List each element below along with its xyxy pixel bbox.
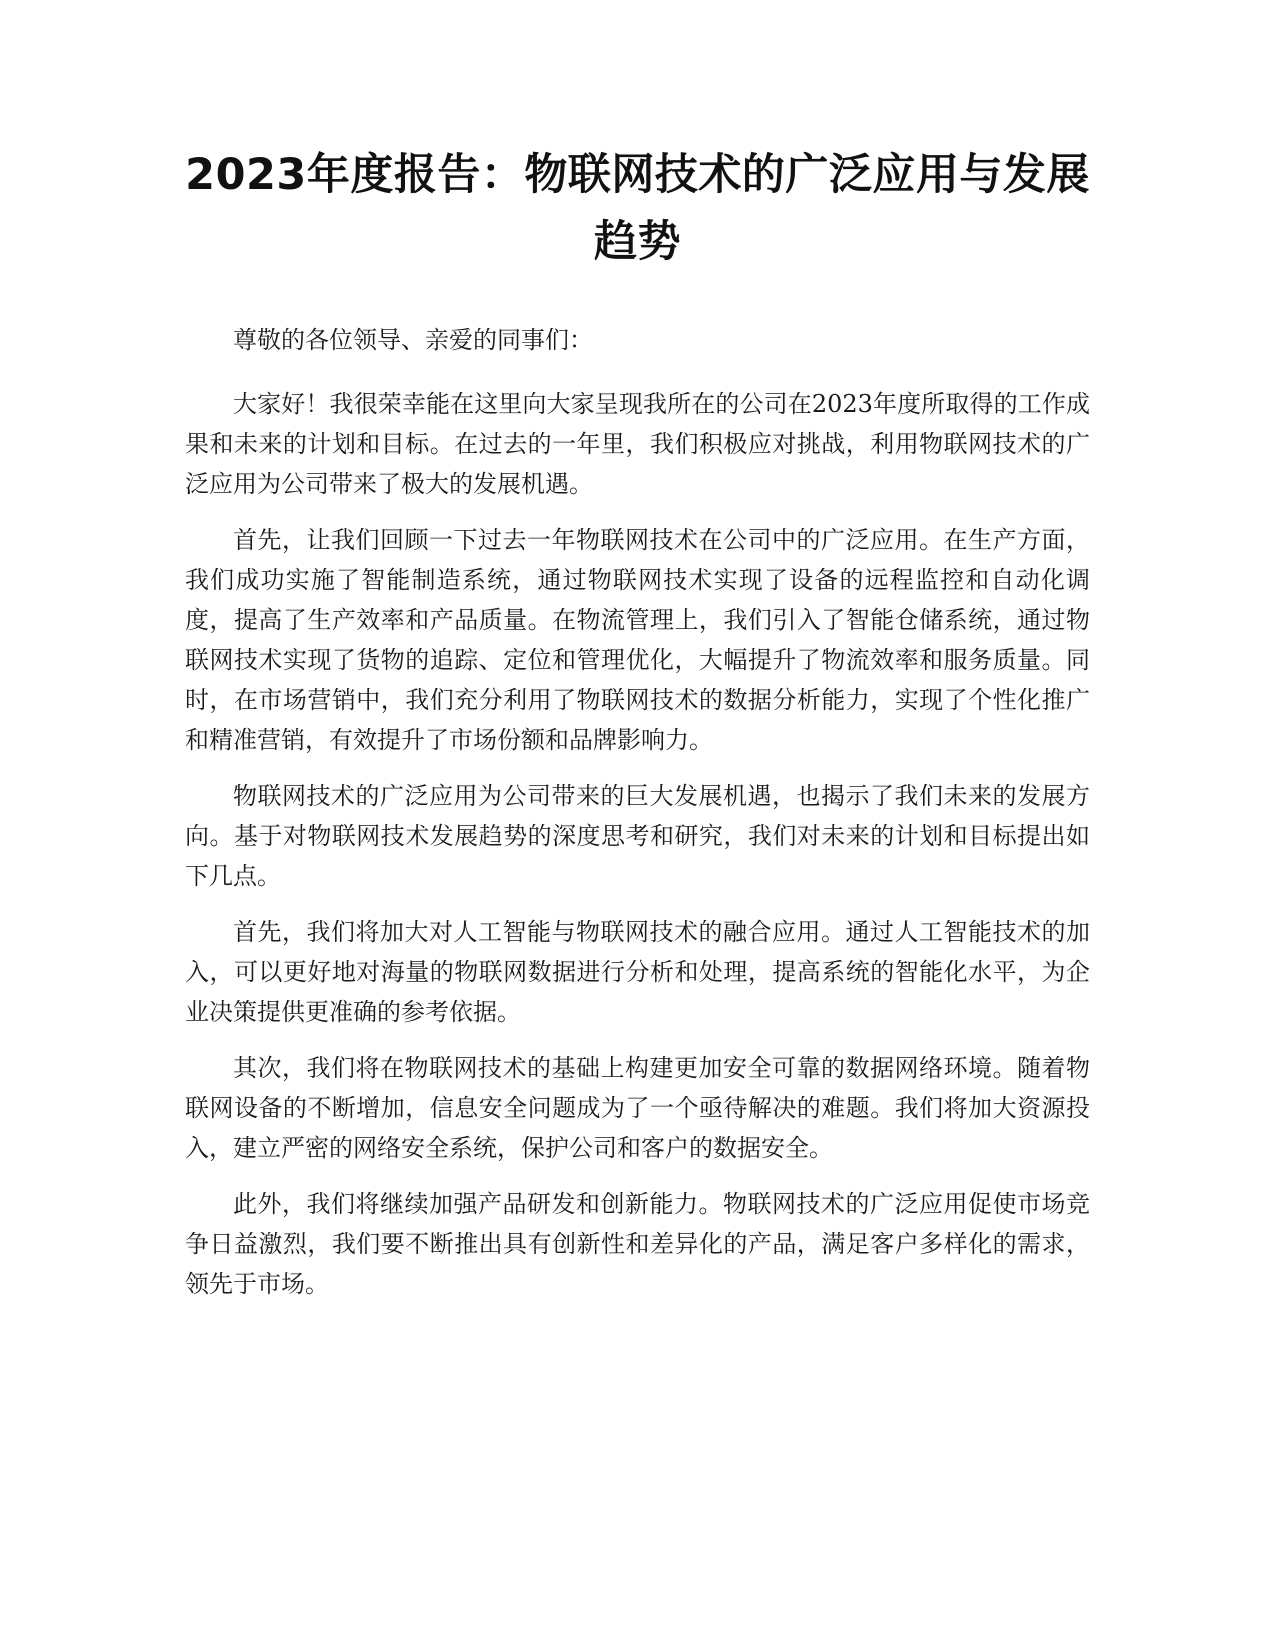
document-title: 2023年度报告：物联网技术的广泛应用与发展趋势 [185, 150, 1090, 267]
salutation: 尊敬的各位领导、亲爱的同事们： [233, 326, 593, 354]
paragraph-security: 其次，我们将在物联网技术的基础上构建更加安全可靠的数据网络环境。随着物联网设备的不断增加，信息安全问题成为了一个亟待解决的难题。我们将加大资源投入，建立严密的网络安全系统，保护公司和客户的数据安全。 [185, 1054, 1090, 1162]
paragraph-direction: 物联网技术的广泛应用为公司带来的巨大发展机遇，也揭示了我们未来的发展方向。基于对物联网技术发展趋势的深度思考和研究，我们对未来的计划和目标提出如下几点。 [185, 782, 1090, 890]
paragraph-innovation: 此外，我们将继续加强产品研发和创新能力。物联网技术的广泛应用促使市场竞争日益激烈，我们要不断推出具有创新性和差异化的产品，满足客户多样化的需求，领先于市场。 [185, 1190, 1090, 1298]
paragraph-review: 首先，让我们回顾一下过去一年物联网技术在公司中的广泛应用。在生产方面，我们成功实施了智能制造系统，通过物联网技术实现了设备的远程监控和自动化调度，提高了生产效率和产品质量。在物流管理上，我们引入了智能仓储系统，通过物联网技术实现了货物的追踪、定位和管理优化，大幅提升了物流效率和服务质量。同时，在市场营销中，我们充分利用了物联网技术的数据分析能力，实现了个性化推广和精准营销，有效提升了市场份额和品牌影响力。 [185, 526, 1090, 754]
document-body [185, 320, 1090, 1320]
paragraph-intro: 大家好！我很荣幸能在这里向大家呈现我所在的公司在2023年度所取得的工作成果和未来的计划和目标。在过去的一年里，我们积极应对挑战，利用物联网技术的广泛应用为公司带来了极大的发展机遇。 [185, 390, 1090, 498]
paragraph-ai-integration: 首先，我们将加大对人工智能与物联网技术的融合应用。通过人工智能技术的加入，可以更好地对海量的物联网数据进行分析和处理，提高系统的智能化水平，为企业决策提供更准确的参考依据。 [185, 918, 1090, 1026]
